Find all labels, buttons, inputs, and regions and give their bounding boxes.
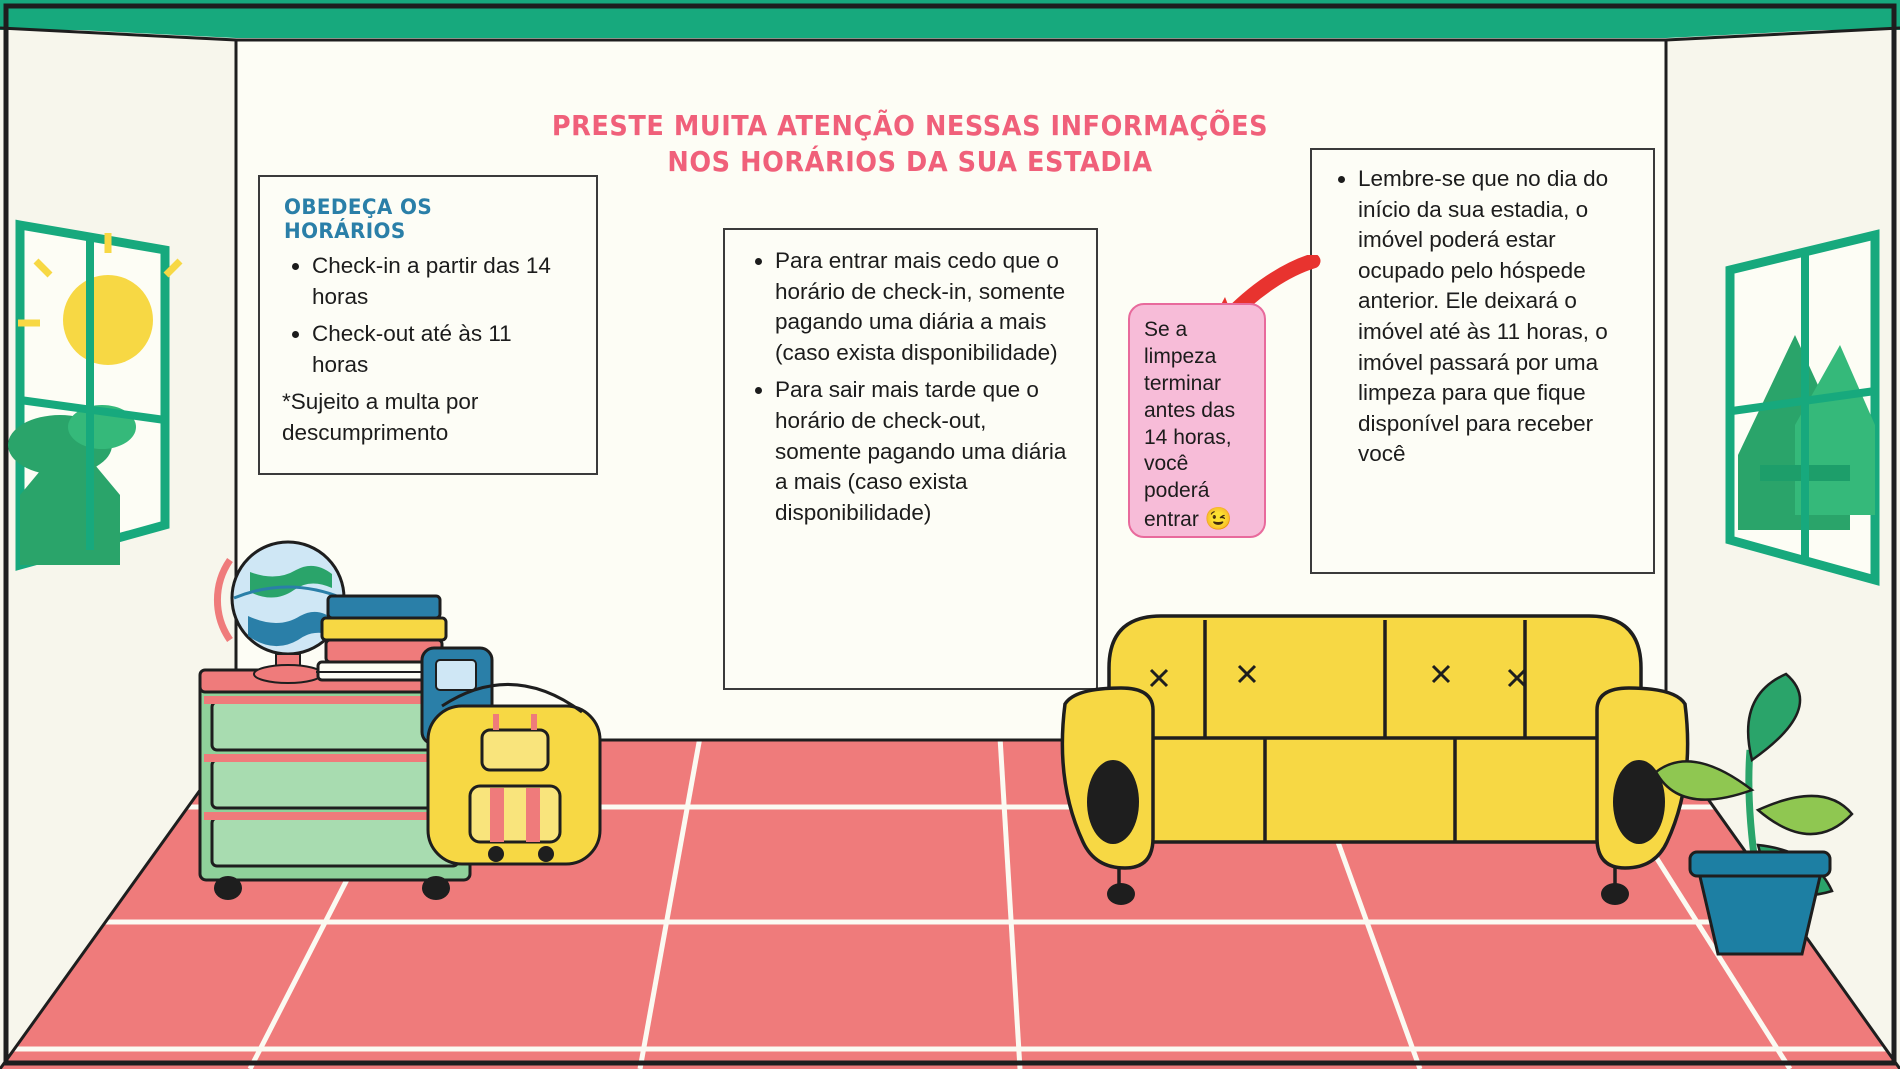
panel-obedeca-os-horarios bbox=[258, 175, 598, 475]
panel-left-bullet-list bbox=[282, 251, 574, 380]
list-item: • Check-out até às 11 horas bbox=[312, 319, 574, 380]
panel-early-checkin-late-checkout bbox=[723, 228, 1098, 690]
panel-middle-bullet-list bbox=[745, 246, 1076, 528]
panel-left-title: OBEDEÇA OS HORÁRIOS bbox=[284, 195, 433, 243]
page-title-line-1: PRESTE MUITA ATENÇÃO NESSAS INFORMAÇÕES bbox=[551, 110, 1269, 142]
yellow-sofa-illustration bbox=[1055, 580, 1695, 940]
list-item: • Check-in a partir das 14 horas bbox=[312, 251, 574, 312]
globe-books-backpack-dresser-illustration bbox=[190, 520, 640, 940]
potted-plant-illustration bbox=[1640, 640, 1870, 970]
page-title-line-2: NOS HORÁRIOS DA SUA ESTADIA bbox=[667, 146, 1153, 179]
window-with-sun-illustration bbox=[0, 195, 190, 575]
list-item: • Lembre-se que no dia do início da sua estadia, o imóvel poderá estar ocupado pelo hóspede anterior. Ele deixará o imóvel até às 11 horas, o imóvel passará por uma limpeza para que fique disponível para receber você bbox=[1358, 164, 1637, 470]
panel-right-bullet-list bbox=[1328, 164, 1637, 470]
page-title bbox=[547, 108, 1272, 181]
panel-left-note: *Sujeito a multa por descumprimento bbox=[282, 389, 479, 445]
list-item: • Para sair mais tarde que o horário de check-out, somente pagando uma diária a mais (caso exista disponibilidade) bbox=[775, 375, 1076, 528]
panel-previous-guest-info bbox=[1310, 148, 1655, 574]
list-item: • Para entrar mais cedo que o horário de check-in, somente pagando uma diária a mais (caso exista disponibilidade) bbox=[775, 246, 1076, 368]
backpack-illustration bbox=[422, 648, 600, 864]
window-with-mountains-illustration bbox=[1700, 215, 1900, 595]
callout-cleaning-note bbox=[1128, 303, 1266, 538]
callout-text: Se a limpeza terminar antes das 14 horas, você poderá entrar bbox=[1144, 318, 1236, 532]
wink-emoji: 😉 bbox=[1204, 506, 1233, 532]
